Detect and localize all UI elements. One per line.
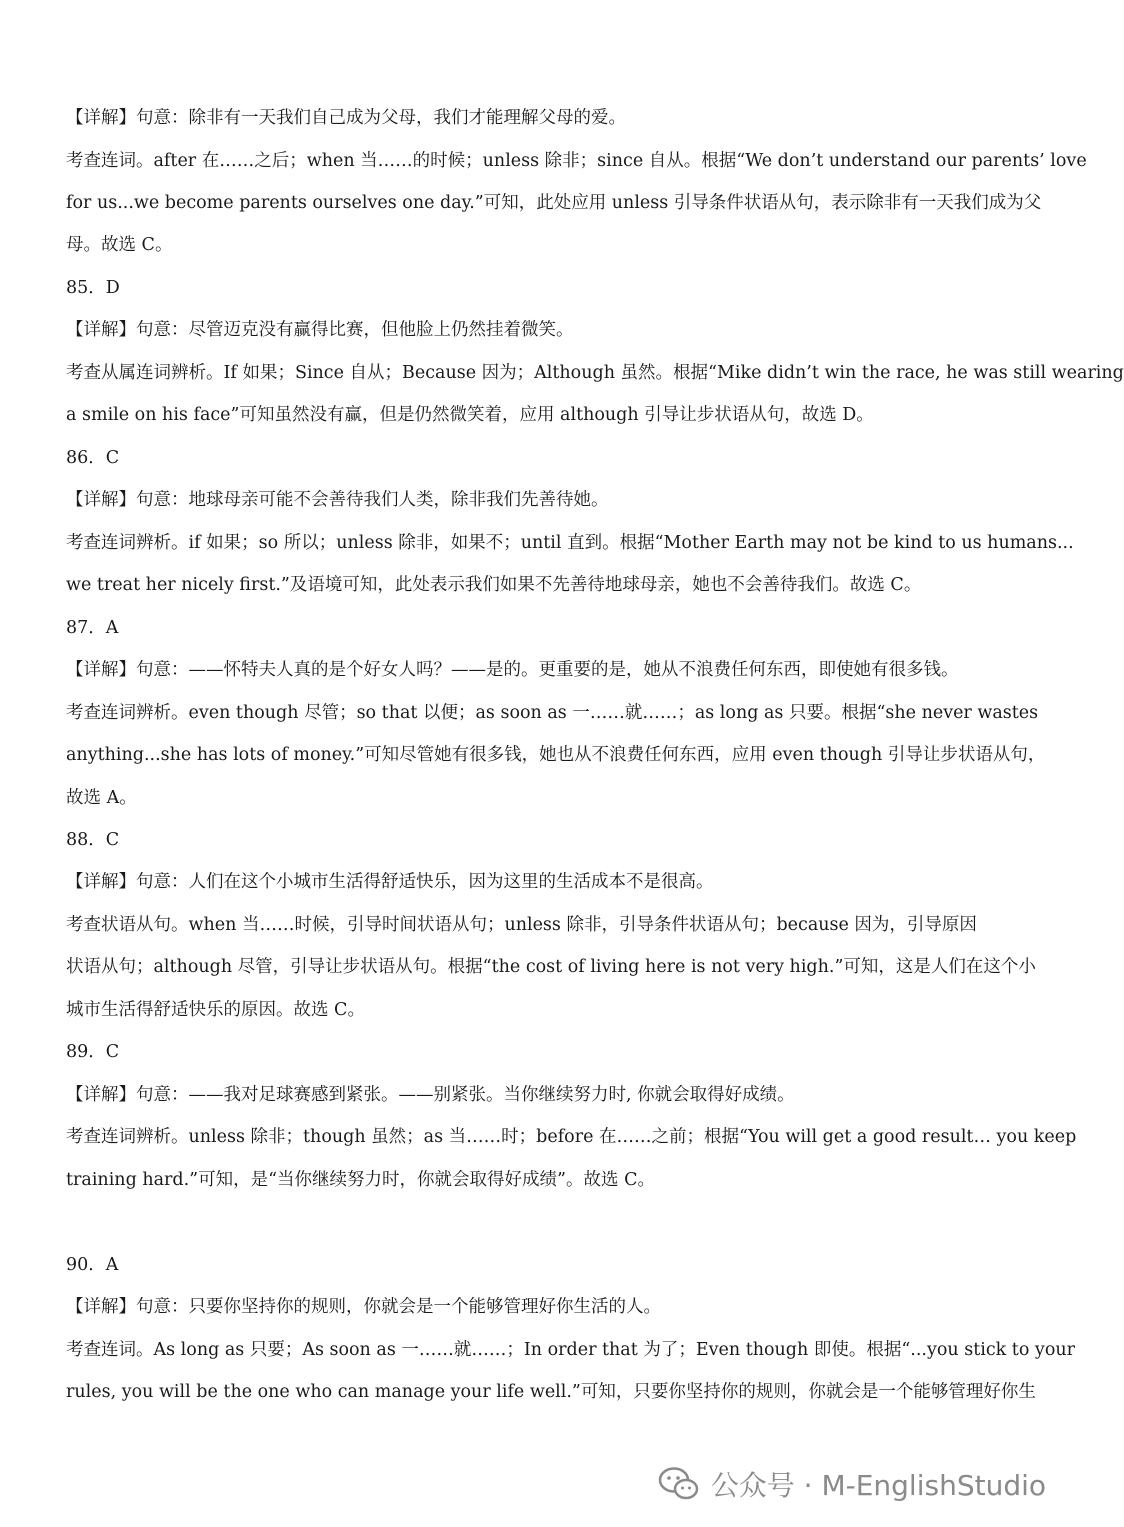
- text-line: 考查连词辨析。if 如果；so 所以；unless 除非，如果不；until 直到。根据“Mother Earth may not be kind to us humans...: [66, 533, 1074, 553]
- text-line: a smile on his face”可知虽然没有赢，但是仍然微笑着，应用 although 引导让步状语从句，故选 D。: [66, 405, 874, 425]
- text-line: 【详解】句意：除非有一天我们自己成为父母，我们才能理解父母的爱。: [66, 108, 626, 128]
- text-line: training hard.”可知，是“当你继续努力时，你就会取得好成绩”。故选 C。: [66, 1170, 655, 1190]
- text-line: 母。故选 C。: [66, 235, 173, 255]
- watermark-text: 公众号 · M-EnglishStudio: [710, 1469, 1046, 1502]
- question-number: 86．C: [66, 448, 120, 468]
- question-number: 89．C: [66, 1042, 120, 1062]
- text-line: 故选 A。: [66, 788, 137, 808]
- text-line: 考查从属连词辨析。If 如果；Since 自从；Because 因为；Although 虽然。根据“Mike didn’t win the race, he was still wearing: [66, 363, 1124, 383]
- text-line: 城市生活得舒适快乐的原因。故选 C。: [66, 1000, 365, 1020]
- wechat-icon: [657, 1464, 701, 1504]
- text-line: anything...she has lots of money.”可知尽管她有很多钱，她也从不浪费任何东西，应用 even though 引导让步状语从句，: [66, 745, 1046, 765]
- text-line: 考查状语从句。when 当……时候，引导时间状语从句；unless 除非，引导条件状语从句；because 因为，引导原因: [66, 915, 977, 935]
- text-line: 【详解】句意：——我对足球赛感到紧张。——别紧张。当你继续努力时, 你就会取得好成绩。: [66, 1085, 795, 1105]
- watermark: [657, 1462, 1046, 1506]
- text-line: 【详解】句意：只要你坚持你的规则，你就会是一个能够管理好你生活的人。: [66, 1297, 661, 1317]
- question-number: 85．D: [66, 278, 120, 298]
- text-line: 考查连词辨析。unless 除非；though 虽然；as 当……时；before 在……之前；根据“You will get a good result… you keep: [66, 1127, 1077, 1147]
- text-line: 考查连词。As long as 只要；As soon as 一……就……；In order that 为了；Even though 即使。根据“...you stick to your: [66, 1340, 1075, 1360]
- text-line: 考查连词。after 在……之后；when 当……的时候；unless 除非；since 自从。根据“We don’t understand our parents’ love: [66, 151, 1087, 171]
- question-number: 87．A: [66, 618, 119, 638]
- text-line: 状语从句；although 尽管，引导让步状语从句。根据“the cost of living here is not very high.”可知，这是人们在这个小: [66, 957, 1036, 977]
- text-line: 【详解】句意：——怀特夫人真的是个好女人吗？——是的。更重要的是，她从不浪费任何东西，即使她有很多钱。: [66, 660, 959, 680]
- question-number: 88．C: [66, 830, 120, 850]
- text-line: we treat her nicely first.”及语境可知，此处表示我们如果不先善待地球母亲，她也不会善待我们。故选 C。: [66, 575, 922, 595]
- text-line: 【详解】句意：人们在这个小城市生活得舒适快乐，因为这里的生活成本不是很高。: [66, 872, 714, 892]
- text-line: 考查连词辨析。even though 尽管；so that 以便；as soon as 一……就……；as long as 只要。根据“she never wastes: [66, 703, 1039, 723]
- text-line: rules, you will be the one who can manage your life well.”可知，只要你坚持你的规则，你就会是一个能够管理好你生: [66, 1382, 1036, 1402]
- text-line: for us...we become parents ourselves one day.”可知，此处应用 unless 引导条件状语从句，表示除非有一天我们成为父: [66, 193, 1042, 213]
- question-number: 90．A: [66, 1255, 119, 1275]
- text-line: 【详解】句意：尽管迈克没有赢得比赛，但他脸上仍然挂着微笑。: [66, 320, 574, 340]
- text-line: 【详解】句意：地球母亲可能不会善待我们人类，除非我们先善待她。: [66, 490, 609, 510]
